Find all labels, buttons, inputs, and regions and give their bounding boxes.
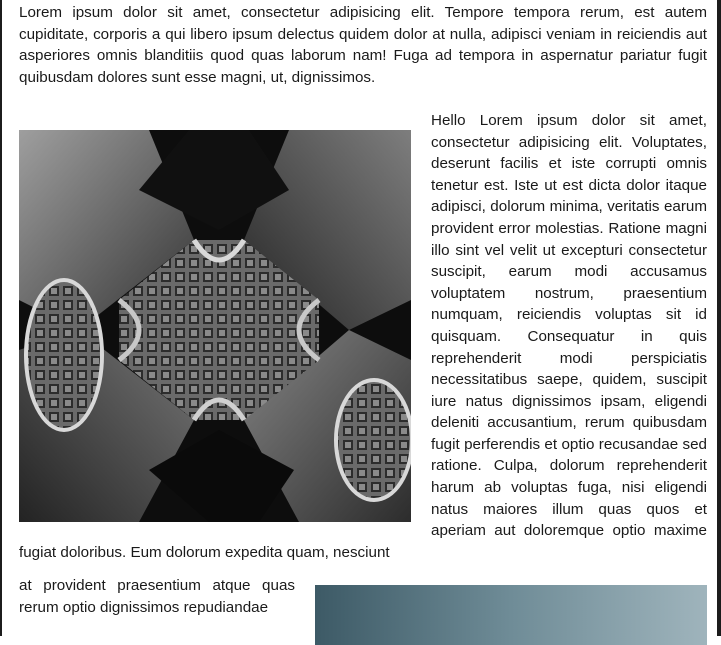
sky-photo — [315, 585, 707, 645]
third-paragraph: at provident praesentium atque quas rerum optio dignissimos repudiandae — [19, 577, 295, 617]
second-paragraph: Hello Lorem ipsum dolor sit amet, consectetur adipisicing elit. Voluptates, deserunt facilis et iste corrupti omnis tenetur est. Iste ut est dicta dolor itaque adipisci, dolorum minima, veritatis earum provident error molestias. Ratione magni illo sint vel velit ut excepturi consectetur suscipit, earum modi accusamus voluptatem nostrum, praesentium numquam, reiciendis voluptas sit id quisquam. Consequatur in quis reprehenderit modi perspiciatis necessitatibus saepe, quidem, suscipit iure natus dignissimos ipsam, eligendi deleniti accusantium, rerum quibusdam fugit perferendis et optio recusandae sed ratione. Culpa, dolorum reprehenderit harum ab voluptas fuga, nisi eligendi natus maiores illum quas quos et aperiam aut doloremque optio maxime fugiat doloribus. Eum dolorum expedita quam, nesciunt — [19, 111, 707, 561]
arch-photo — [19, 130, 411, 522]
intro-paragraph: Lorem ipsum dolor sit amet, consectetur adipisicing elit. Tempore tempora rerum, est autem cupiditate, corporis a qui libero ipsum delectus quidem dolor at nulla, adipisci veniam in reiciendis aut asperiores omnis blanditiis quod quas laborum nam! Fuga ad tempora in aspernatur pariatur fugit quibusdam dolores sunt esse magni, ut, dignissimos. — [19, 4, 707, 86]
